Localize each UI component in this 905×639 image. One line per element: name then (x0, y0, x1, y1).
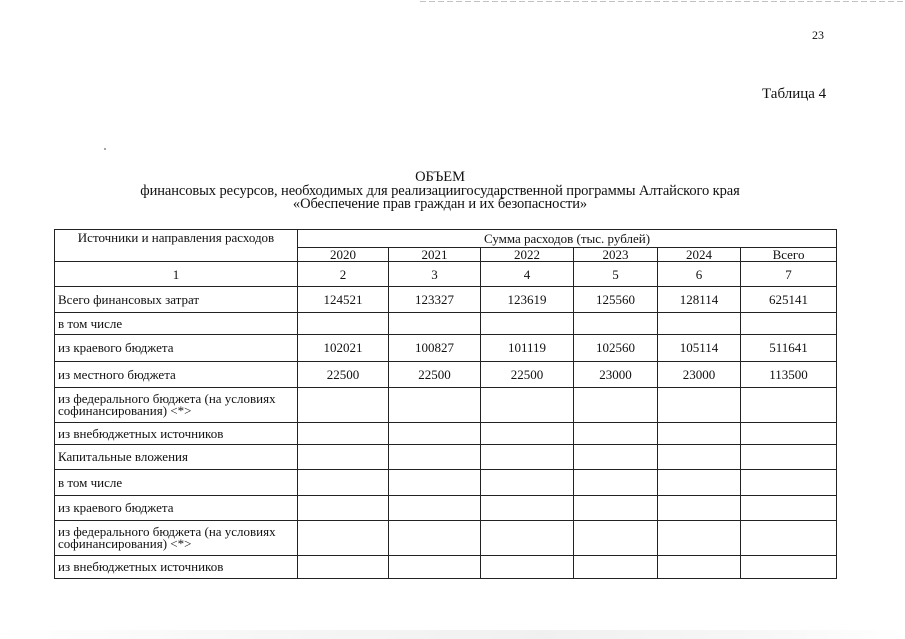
value-cell (389, 496, 481, 521)
value-cell: 124521 (298, 287, 389, 313)
table-heading (60, 171, 820, 211)
value-cell (741, 521, 837, 556)
value-cell (389, 521, 481, 556)
value-cell (389, 445, 481, 470)
value-cell (481, 388, 574, 423)
scan-edge-line (420, 1, 905, 2)
row-label: Капитальные вложения (55, 445, 298, 470)
table-row (55, 445, 837, 470)
heading-subtitle-line2: «Обеспечение прав граждан и их безопасности» (292, 196, 588, 212)
value-cell: 23000 (574, 362, 658, 388)
row-label: из краевого бюджета (55, 335, 298, 362)
table-row (55, 496, 837, 521)
row-label: Всего финансовых затрат (55, 287, 298, 313)
value-cell (389, 470, 481, 496)
value-cell: 511641 (741, 335, 837, 362)
value-cell (298, 388, 389, 423)
value-cell: 105114 (658, 335, 741, 362)
header-amount: Сумма расходов (тыс. рублей) (298, 230, 837, 248)
value-cell (389, 556, 481, 579)
value-cell (658, 496, 741, 521)
value-cell: 123327 (389, 287, 481, 313)
value-cell (741, 470, 837, 496)
row-label: из федерального бюджета (на условиях софинансирования) <*> (55, 388, 298, 423)
value-cell (481, 521, 574, 556)
index-cell: 5 (574, 262, 658, 287)
value-cell (741, 388, 837, 423)
value-cell (658, 556, 741, 579)
value-cell (658, 521, 741, 556)
row-label: из федерального бюджета (на условиях софинансирования) <*> (55, 521, 298, 556)
index-cell: 2 (298, 262, 389, 287)
table-row (55, 287, 837, 313)
value-cell (298, 445, 389, 470)
row-label: из местного бюджета (55, 362, 298, 388)
value-cell: 22500 (298, 362, 389, 388)
value-cell (298, 470, 389, 496)
index-cell: 4 (481, 262, 574, 287)
value-cell (481, 556, 574, 579)
value-cell (298, 313, 389, 335)
header-sources: Источники и направления расходов (55, 230, 298, 262)
table-row (55, 521, 837, 556)
value-cell (574, 556, 658, 579)
value-cell: 23000 (658, 362, 741, 388)
value-cell: 113500 (741, 362, 837, 388)
heading-title: ОБЪЕМ (415, 169, 465, 185)
value-cell: 102021 (298, 335, 389, 362)
table-row (55, 335, 837, 362)
value-cell: 102560 (574, 335, 658, 362)
row-label: в том числе (55, 470, 298, 496)
heading-subtitle-line1: финансовых ресурсов, необходимых для реализациигосударственной программы Алтайского края (140, 183, 740, 199)
row-label: из внебюджетных источников (55, 556, 298, 579)
header-year: 2024 (658, 248, 741, 262)
value-cell (741, 445, 837, 470)
value-cell (298, 423, 389, 445)
row-label: из внебюджетных источников (55, 423, 298, 445)
value-cell: 100827 (389, 335, 481, 362)
value-cell (298, 556, 389, 579)
value-cell (574, 423, 658, 445)
value-cell (741, 423, 837, 445)
value-cell (741, 313, 837, 335)
value-cell (481, 445, 574, 470)
index-cell: 7 (741, 262, 837, 287)
table-row (55, 556, 837, 579)
value-cell (658, 445, 741, 470)
value-cell (574, 388, 658, 423)
header-index-row (55, 262, 837, 287)
value-cell: 22500 (481, 362, 574, 388)
header-year: 2020 (298, 248, 389, 262)
table-row (55, 362, 837, 388)
value-cell (574, 470, 658, 496)
table-label: Таблица 4 (762, 86, 827, 102)
value-cell (741, 496, 837, 521)
header-year: 2022 (481, 248, 574, 262)
table-row (55, 423, 837, 445)
value-cell (481, 423, 574, 445)
value-cell (574, 445, 658, 470)
row-label: в том числе (55, 313, 298, 335)
value-cell: 22500 (389, 362, 481, 388)
table-row (55, 470, 837, 496)
header-row-top (55, 230, 837, 248)
value-cell (298, 521, 389, 556)
value-cell (298, 496, 389, 521)
table-row (55, 313, 837, 335)
financing-table (54, 229, 837, 579)
page-number: 23 (812, 28, 824, 42)
value-cell (389, 423, 481, 445)
scan-bottom-shadow (0, 630, 905, 639)
value-cell: 625141 (741, 287, 837, 313)
value-cell (574, 496, 658, 521)
value-cell (658, 388, 741, 423)
index-cell: 6 (658, 262, 741, 287)
index-cell: 1 (55, 262, 298, 287)
value-cell (389, 388, 481, 423)
value-cell (389, 313, 481, 335)
value-cell: 128114 (658, 287, 741, 313)
value-cell (658, 423, 741, 445)
header-year: 2021 (389, 248, 481, 262)
value-cell (658, 470, 741, 496)
value-cell (481, 496, 574, 521)
value-cell (574, 521, 658, 556)
value-cell (574, 313, 658, 335)
value-cell (481, 313, 574, 335)
row-label: из краевого бюджета (55, 496, 298, 521)
value-cell (658, 313, 741, 335)
index-cell: 3 (389, 262, 481, 287)
value-cell: 123619 (481, 287, 574, 313)
value-cell: 125560 (574, 287, 658, 313)
value-cell: 101119 (481, 335, 574, 362)
header-total: Всего (741, 248, 837, 262)
value-cell (481, 470, 574, 496)
header-year: 2023 (574, 248, 658, 262)
value-cell (741, 556, 837, 579)
scan-speck (104, 148, 106, 150)
table-row (55, 388, 837, 423)
